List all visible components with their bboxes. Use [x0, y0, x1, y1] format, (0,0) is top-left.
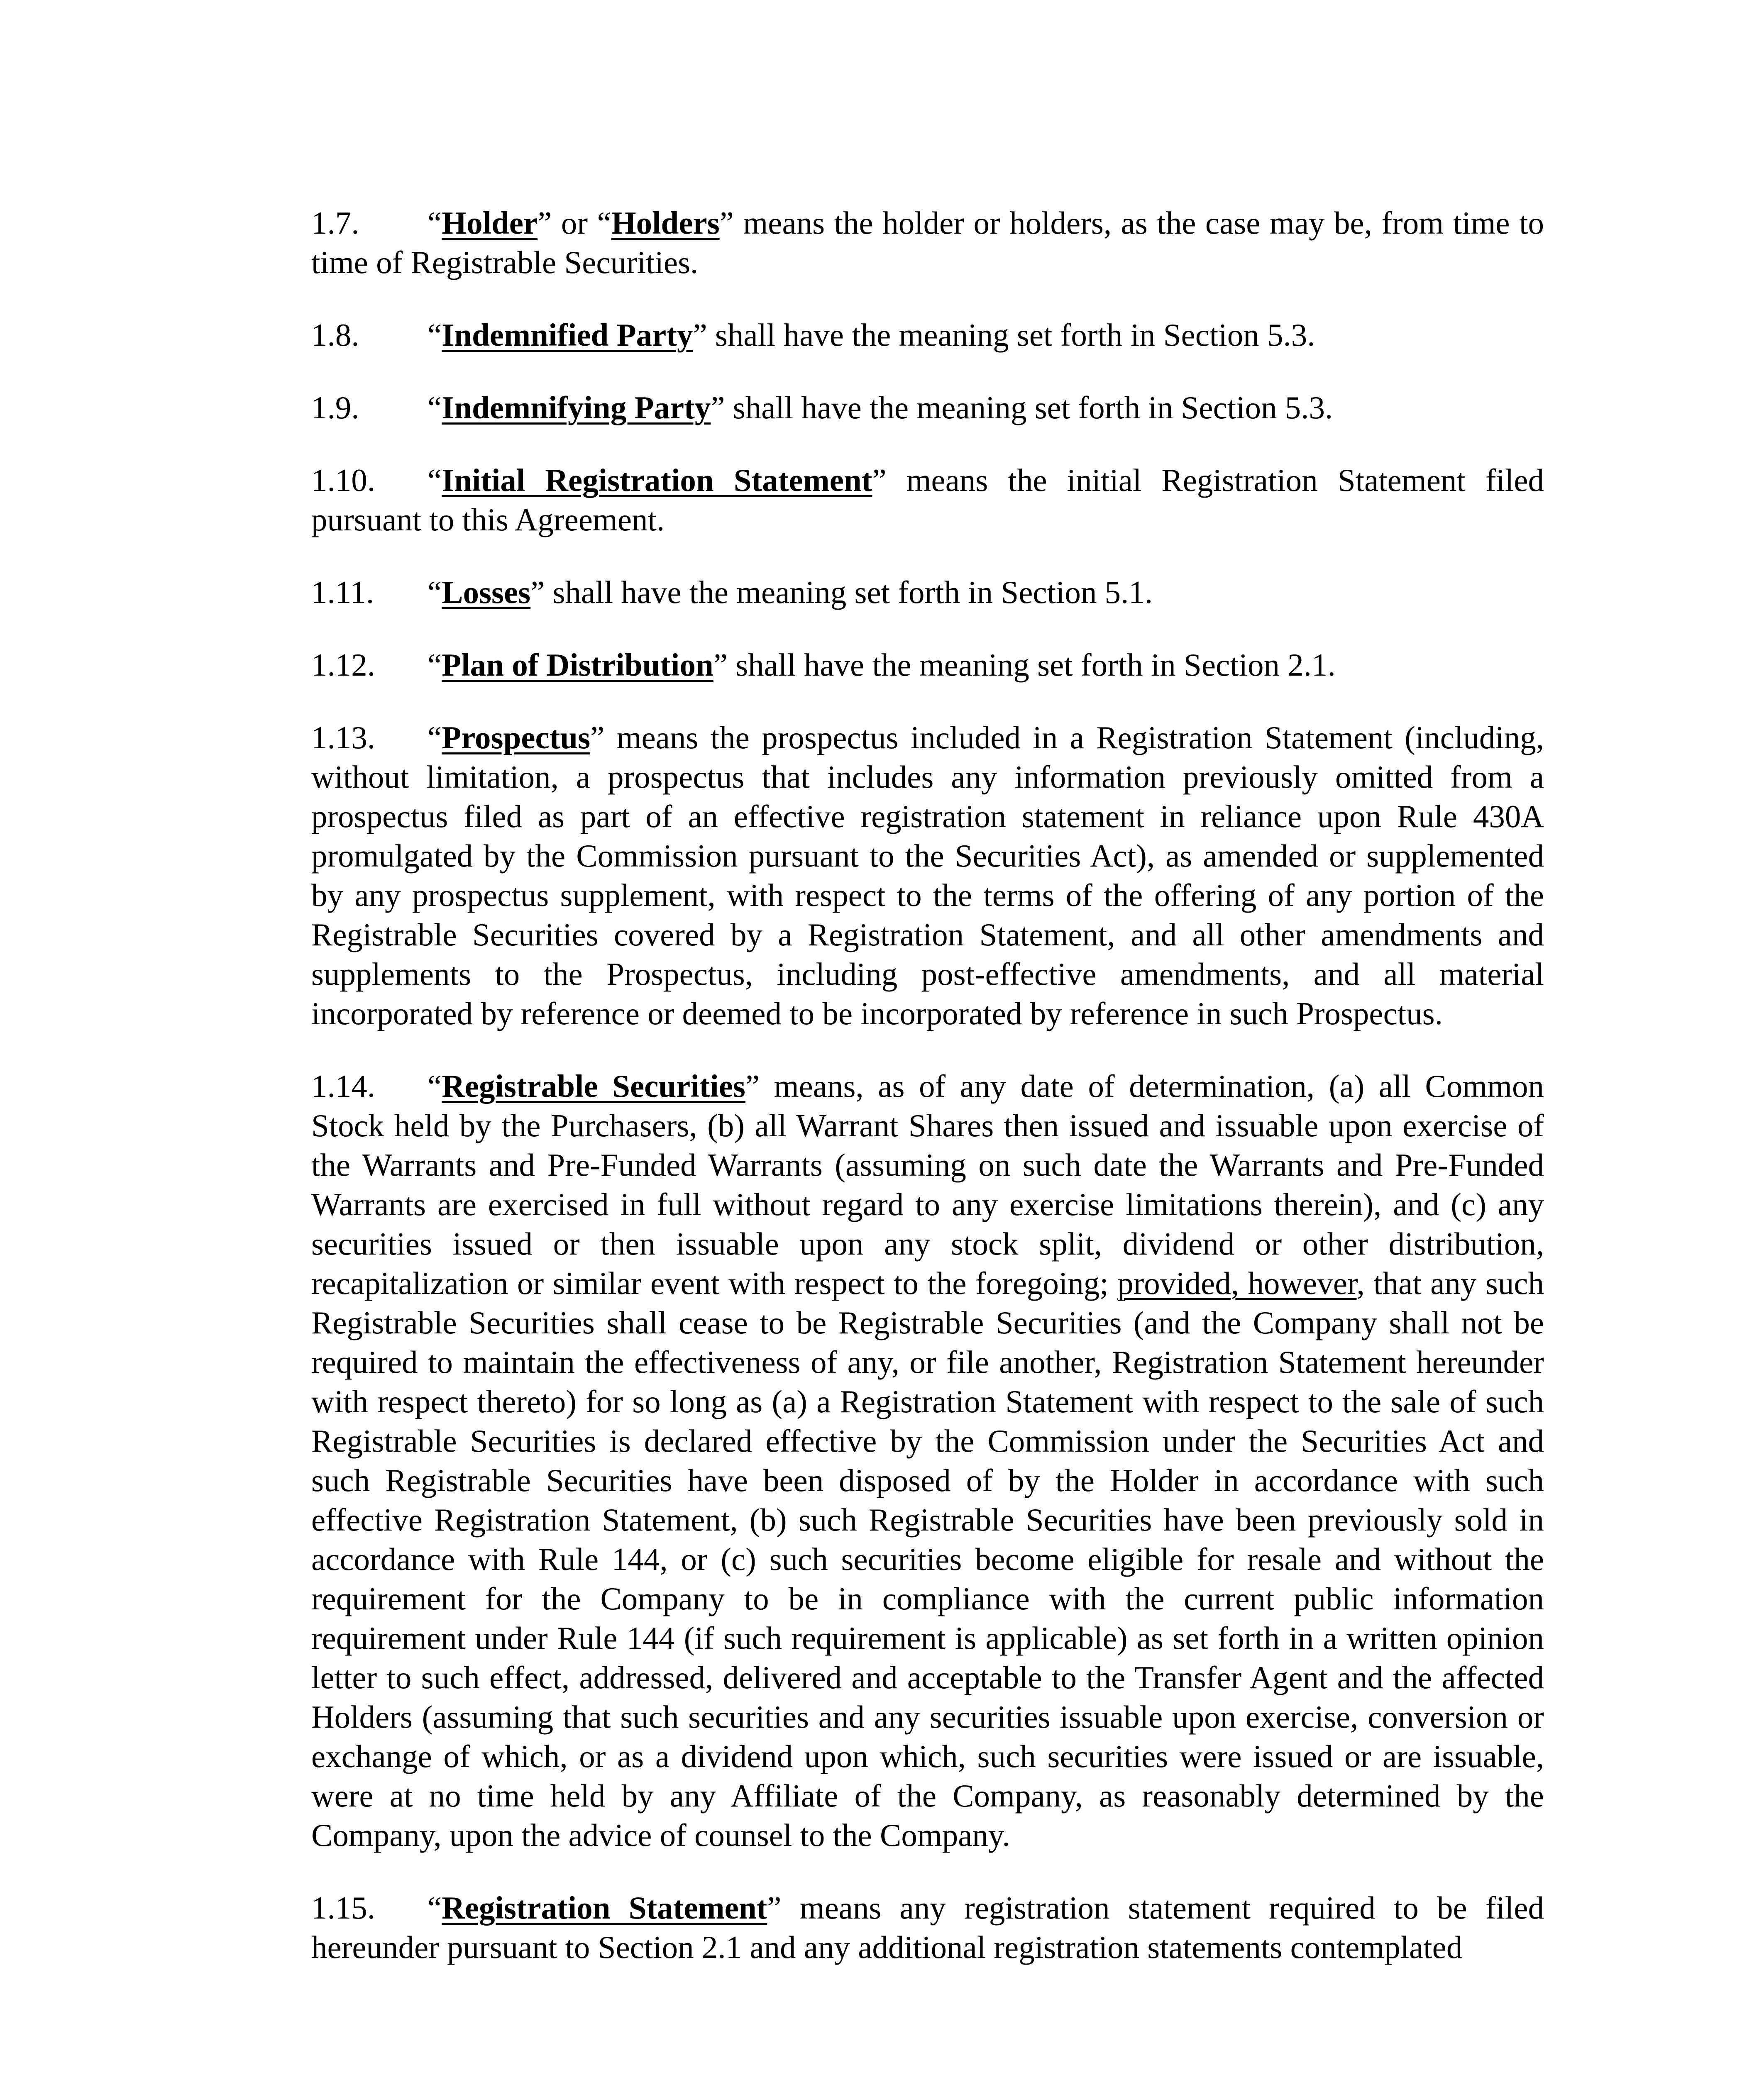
- open-quote: “: [428, 720, 442, 755]
- open-quote: “: [428, 317, 442, 353]
- definition-1-14: [311, 1067, 1544, 1855]
- section-number: 1.11.: [311, 574, 374, 610]
- open-quote: “: [428, 462, 442, 498]
- defined-term: Prospectus: [442, 720, 591, 755]
- definition-text: ” shall have the meaning set forth in Section 2.1.: [713, 647, 1336, 683]
- connector-text: ” or “: [538, 205, 611, 241]
- definition-text: ” means the initial Registration Statement filed pursuant to this Agreement.: [311, 462, 1544, 537]
- definition-1-12: [311, 645, 1544, 685]
- proviso-text: provided, however: [1117, 1265, 1357, 1301]
- open-quote: “: [428, 205, 442, 241]
- definition-text: ” shall have the meaning set forth in Section 5.1.: [530, 574, 1153, 610]
- definition-text: ” shall have the meaning set forth in Section 5.3.: [711, 390, 1333, 425]
- section-number: 1.9.: [311, 390, 359, 425]
- document-body: [311, 203, 1544, 2000]
- defined-term: Indemnified Party: [442, 317, 693, 353]
- definition-1-7: [311, 203, 1544, 282]
- defined-term: Plan of Distribution: [442, 647, 713, 683]
- section-number: 1.10.: [311, 462, 375, 498]
- defined-term: Registrable Securities: [442, 1068, 745, 1104]
- section-number: 1.13.: [311, 720, 375, 755]
- definition-text: ” means the prospectus included in a Registration Statement (including, without limitation, a prospectus that includes any information previously omitted from a prospectus filed as part of an effective registration statement in reliance upon Rule 430A promulgated by the Commission pursuant to the Securities Act), as amended or supplemented by any prospectus supplement, with respect to the terms of the offering of any portion of the Registrable Securities covered by a Registration Statement, and all other amendments and supplements to the Prospectus, including post-effective amendments, and all material incorporated by reference or deemed to be incorporated by reference in such Prospectus.: [311, 720, 1544, 1031]
- definition-text: ” shall have the meaning set forth in Section 5.3.: [693, 317, 1315, 353]
- section-number: 1.15.: [311, 1890, 375, 1926]
- definition-1-11: [311, 573, 1544, 612]
- open-quote: “: [428, 390, 442, 425]
- section-number: 1.12.: [311, 647, 375, 683]
- definition-text: ” means, as of any date of determination, (a) all Common Stock held by the Purchasers, (b) all Warrant Shares then issued and issuable upon exercise of the Warrants and Pre-Funded Warrants (assuming on such date the Warrants and Pre-Funded Warrants are exercised in full without regard to any exercise limitations therein), and (c) any securities issued or then issuable upon any stock split, dividend or other distribution, recapitalization or similar event with respect to the foregoing;: [311, 1068, 1544, 1301]
- open-quote: “: [428, 1068, 442, 1104]
- definition-1-15: [311, 1888, 1544, 1967]
- section-number: 1.7.: [311, 205, 359, 241]
- defined-term-holder: Holder: [442, 205, 538, 241]
- defined-term: Registration Statement: [442, 1890, 767, 1926]
- open-quote: “: [428, 574, 442, 610]
- definition-text: ” means any registration statement required to be filed hereunder pursuant to Section 2.1 and any additional registration statements contemplated: [311, 1890, 1544, 1965]
- defined-term: Indemnifying Party: [442, 390, 711, 425]
- definition-1-10: [311, 461, 1544, 540]
- definition-text-continued: , that any such Registrable Securities shall cease to be Registrable Securities (and the Company shall not be required to maintain the effectiveness of any, or file another, Registration Statement hereunder with respect thereto) for so long as (a) a Registration Statement with respect to the sale of such Registrable Securities is declared effective by the Commission under the Securities Act and such Registrable Securities have been disposed of by the Holder in accordance with such effective Registration Statement, (b) such Registrable Securities have been previously sold in accordance with Rule 144, or (c) such securities become eligible for resale and without the requirement for the Company to be in compliance with the current public information requirement under Rule 144 (if such requirement is applicable) as set forth in a written opinion letter to such effect, addressed, delivered and acceptable to the Transfer Agent and the affected Holders (assuming that such securities and any securities issuable upon exercise, conversion or exchange of which, or as a dividend upon which, such securities were issued or are issuable, were at no time held by any Affiliate of the Company, as reasonably determined by the Company, upon the advice of counsel to the Company.: [311, 1265, 1544, 1853]
- defined-term-holders: Holders: [611, 205, 720, 241]
- open-quote: “: [428, 1890, 442, 1926]
- defined-term: Initial Registration Statement: [442, 462, 872, 498]
- section-number: 1.14.: [311, 1068, 375, 1104]
- definition-text: ” means the holder or holders, as the case may be, from time to time of Registrable Securities.: [311, 205, 1544, 280]
- section-number: 1.8.: [311, 317, 359, 353]
- definition-1-8: [311, 315, 1544, 355]
- definition-1-9: [311, 388, 1544, 427]
- defined-term: Losses: [442, 574, 531, 610]
- definition-1-13: [311, 718, 1544, 1033]
- open-quote: “: [428, 647, 442, 683]
